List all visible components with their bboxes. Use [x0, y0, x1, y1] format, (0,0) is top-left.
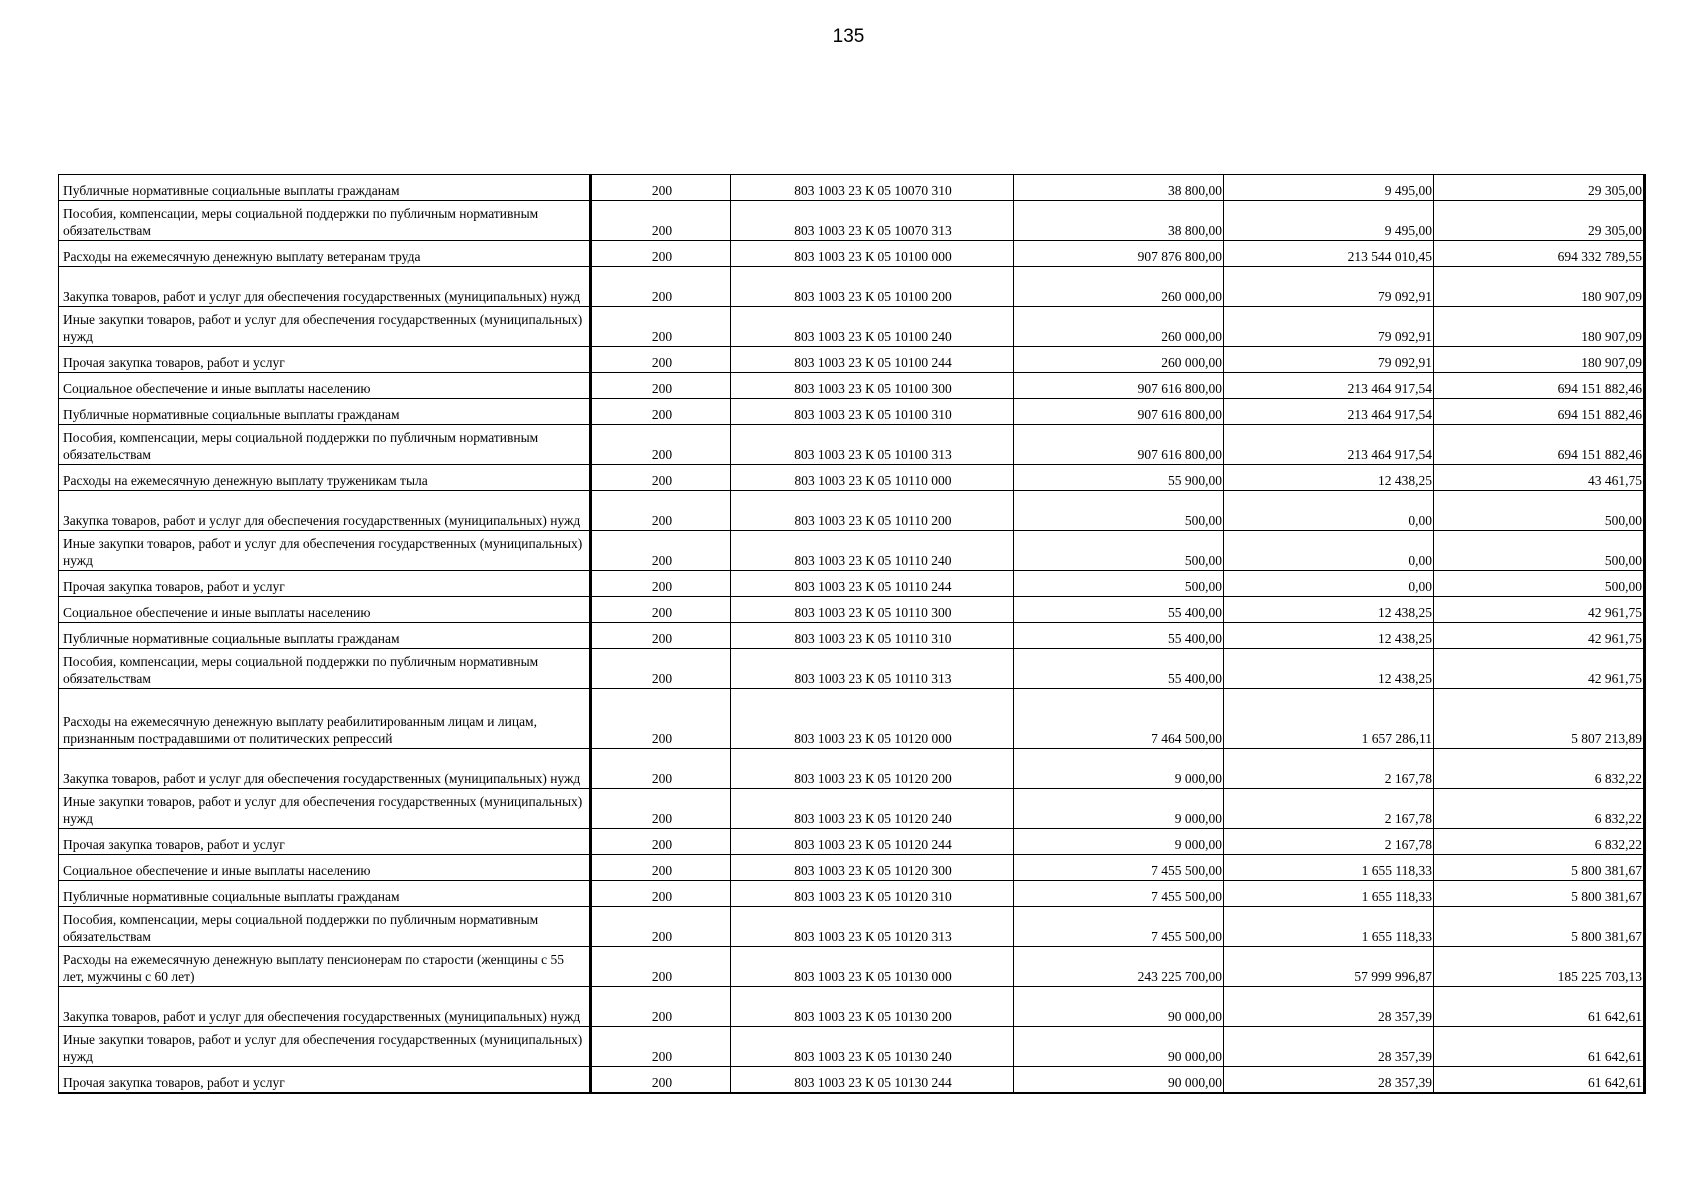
row-executed-amount: 79 092,91 [1224, 307, 1434, 347]
row-name: Закупка товаров, работ и услуг для обеспечения государственных (муниципальных) нужд [59, 491, 591, 531]
row-executed-amount: 12 438,25 [1224, 649, 1434, 689]
budget-execution-table [58, 174, 1646, 1094]
table-body [59, 175, 1645, 1094]
table-row [59, 907, 1645, 947]
table-row [59, 1067, 1645, 1094]
row-classification-code: 803 1003 23 К 05 10100 000 [731, 241, 1014, 267]
row-approved-amount: 7 455 500,00 [1014, 907, 1224, 947]
row-classification-code: 803 1003 23 К 05 10110 313 [731, 649, 1014, 689]
row-classification-code: 803 1003 23 К 05 10100 313 [731, 425, 1014, 465]
row-executed-amount: 28 357,39 [1224, 987, 1434, 1027]
row-classification-code: 803 1003 23 К 05 10100 240 [731, 307, 1014, 347]
row-approved-amount: 260 000,00 [1014, 267, 1224, 307]
row-classification-code: 803 1003 23 К 05 10110 240 [731, 531, 1014, 571]
row-unexecuted-amount: 6 832,22 [1434, 829, 1645, 855]
row-line-code: 200 [591, 373, 731, 399]
row-approved-amount: 500,00 [1014, 531, 1224, 571]
table-row [59, 491, 1645, 531]
row-name: Расходы на ежемесячную денежную выплату труженикам тыла [59, 465, 591, 491]
row-line-code: 200 [591, 1027, 731, 1067]
row-approved-amount: 90 000,00 [1014, 1067, 1224, 1094]
row-name: Социальное обеспечение и иные выплаты населению [59, 855, 591, 881]
row-executed-amount: 2 167,78 [1224, 829, 1434, 855]
row-executed-amount: 213 464 917,54 [1224, 425, 1434, 465]
row-unexecuted-amount: 5 800 381,67 [1434, 881, 1645, 907]
table-row [59, 571, 1645, 597]
row-unexecuted-amount: 180 907,09 [1434, 347, 1645, 373]
table-row [59, 1027, 1645, 1067]
row-approved-amount: 260 000,00 [1014, 307, 1224, 347]
row-name: Расходы на ежемесячную денежную выплату реабилитированным лицам и лицам, признанным пострадавшими от политических репрессий [59, 689, 591, 749]
table-row [59, 347, 1645, 373]
row-unexecuted-amount: 42 961,75 [1434, 623, 1645, 649]
row-unexecuted-amount: 694 151 882,46 [1434, 373, 1645, 399]
row-line-code: 200 [591, 789, 731, 829]
row-executed-amount: 213 464 917,54 [1224, 399, 1434, 425]
row-executed-amount: 2 167,78 [1224, 789, 1434, 829]
row-unexecuted-amount: 6 832,22 [1434, 789, 1645, 829]
row-name: Иные закупки товаров, работ и услуг для обеспечения государственных (муниципальных) нужд [59, 789, 591, 829]
row-executed-amount: 213 464 917,54 [1224, 373, 1434, 399]
table-row [59, 175, 1645, 201]
row-name: Публичные нормативные социальные выплаты гражданам [59, 399, 591, 425]
row-classification-code: 803 1003 23 К 05 10120 300 [731, 855, 1014, 881]
table-row [59, 947, 1645, 987]
table-row [59, 425, 1645, 465]
row-unexecuted-amount: 42 961,75 [1434, 597, 1645, 623]
row-executed-amount: 0,00 [1224, 571, 1434, 597]
row-approved-amount: 90 000,00 [1014, 987, 1224, 1027]
row-approved-amount: 90 000,00 [1014, 1027, 1224, 1067]
row-line-code: 200 [591, 855, 731, 881]
row-name: Расходы на ежемесячную денежную выплату ветеранам труда [59, 241, 591, 267]
page-number: 135 [832, 26, 865, 47]
row-approved-amount: 7 455 500,00 [1014, 855, 1224, 881]
row-executed-amount: 12 438,25 [1224, 465, 1434, 491]
row-approved-amount: 907 616 800,00 [1014, 373, 1224, 399]
row-classification-code: 803 1003 23 К 05 10070 310 [731, 175, 1014, 201]
table-row [59, 623, 1645, 649]
row-name: Пособия, компенсации, меры социальной поддержки по публичным нормативным обязательствам [59, 425, 591, 465]
row-approved-amount: 55 400,00 [1014, 597, 1224, 623]
row-approved-amount: 907 876 800,00 [1014, 241, 1224, 267]
table-row [59, 689, 1645, 749]
row-line-code: 200 [591, 399, 731, 425]
row-executed-amount: 12 438,25 [1224, 623, 1434, 649]
row-executed-amount: 1 655 118,33 [1224, 907, 1434, 947]
row-name: Иные закупки товаров, работ и услуг для обеспечения государственных (муниципальных) нужд [59, 1027, 591, 1067]
row-line-code: 200 [591, 947, 731, 987]
row-name: Закупка товаров, работ и услуг для обеспечения государственных (муниципальных) нужд [59, 749, 591, 789]
row-line-code: 200 [591, 829, 731, 855]
row-unexecuted-amount: 29 305,00 [1434, 175, 1645, 201]
row-line-code: 200 [591, 987, 731, 1027]
row-line-code: 200 [591, 1067, 731, 1094]
row-classification-code: 803 1003 23 К 05 10110 310 [731, 623, 1014, 649]
row-name: Расходы на ежемесячную денежную выплату пенсионерам по старости (женщины с 55 лет, мужчины с 60 лет) [59, 947, 591, 987]
row-line-code: 200 [591, 749, 731, 789]
row-name: Закупка товаров, работ и услуг для обеспечения государственных (муниципальных) нужд [59, 987, 591, 1027]
row-unexecuted-amount: 61 642,61 [1434, 1067, 1645, 1094]
row-name: Пособия, компенсации, меры социальной поддержки по публичным нормативным обязательствам [59, 649, 591, 689]
row-line-code: 200 [591, 201, 731, 241]
row-approved-amount: 55 400,00 [1014, 649, 1224, 689]
row-unexecuted-amount: 694 151 882,46 [1434, 425, 1645, 465]
table-row [59, 465, 1645, 491]
row-name: Социальное обеспечение и иные выплаты населению [59, 373, 591, 399]
table-row [59, 749, 1645, 789]
row-unexecuted-amount: 61 642,61 [1434, 1027, 1645, 1067]
row-executed-amount: 28 357,39 [1224, 1027, 1434, 1067]
table-row [59, 399, 1645, 425]
row-name: Иные закупки товаров, работ и услуг для обеспечения государственных (муниципальных) нужд [59, 531, 591, 571]
row-unexecuted-amount: 500,00 [1434, 571, 1645, 597]
row-classification-code: 803 1003 23 К 05 10100 244 [731, 347, 1014, 373]
row-unexecuted-amount: 42 961,75 [1434, 649, 1645, 689]
row-line-code: 200 [591, 347, 731, 373]
row-approved-amount: 7 464 500,00 [1014, 689, 1224, 749]
row-unexecuted-amount: 61 642,61 [1434, 987, 1645, 1027]
row-unexecuted-amount: 180 907,09 [1434, 307, 1645, 347]
row-line-code: 200 [591, 907, 731, 947]
row-executed-amount: 0,00 [1224, 491, 1434, 531]
row-line-code: 200 [591, 175, 731, 201]
row-unexecuted-amount: 694 151 882,46 [1434, 399, 1645, 425]
row-line-code: 200 [591, 267, 731, 307]
row-approved-amount: 38 800,00 [1014, 175, 1224, 201]
row-classification-code: 803 1003 23 К 05 10100 200 [731, 267, 1014, 307]
row-executed-amount: 28 357,39 [1224, 1067, 1434, 1094]
row-line-code: 200 [591, 491, 731, 531]
row-name: Прочая закупка товаров, работ и услуг [59, 829, 591, 855]
row-classification-code: 803 1003 23 К 05 10100 310 [731, 399, 1014, 425]
row-approved-amount: 907 616 800,00 [1014, 425, 1224, 465]
row-executed-amount: 1 657 286,11 [1224, 689, 1434, 749]
row-executed-amount: 9 495,00 [1224, 201, 1434, 241]
row-name: Публичные нормативные социальные выплаты гражданам [59, 175, 591, 201]
row-unexecuted-amount: 5 800 381,67 [1434, 907, 1645, 947]
row-executed-amount: 12 438,25 [1224, 597, 1434, 623]
row-line-code: 200 [591, 307, 731, 347]
table-row [59, 307, 1645, 347]
row-classification-code: 803 1003 23 К 05 10110 200 [731, 491, 1014, 531]
table-row [59, 829, 1645, 855]
row-name: Прочая закупка товаров, работ и услуг [59, 571, 591, 597]
row-classification-code: 803 1003 23 К 05 10070 313 [731, 201, 1014, 241]
table-row [59, 649, 1645, 689]
row-approved-amount: 7 455 500,00 [1014, 881, 1224, 907]
row-line-code: 200 [591, 623, 731, 649]
row-name: Публичные нормативные социальные выплаты гражданам [59, 881, 591, 907]
table-row [59, 373, 1645, 399]
row-classification-code: 803 1003 23 К 05 10130 240 [731, 1027, 1014, 1067]
row-name: Иные закупки товаров, работ и услуг для обеспечения государственных (муниципальных) нужд [59, 307, 591, 347]
row-unexecuted-amount: 5 800 381,67 [1434, 855, 1645, 881]
row-line-code: 200 [591, 649, 731, 689]
row-name: Прочая закупка товаров, работ и услуг [59, 1067, 591, 1094]
table-row [59, 241, 1645, 267]
row-name: Публичные нормативные социальные выплаты гражданам [59, 623, 591, 649]
row-name: Прочая закупка товаров, работ и услуг [59, 347, 591, 373]
row-executed-amount: 57 999 996,87 [1224, 947, 1434, 987]
row-unexecuted-amount: 6 832,22 [1434, 749, 1645, 789]
row-line-code: 200 [591, 425, 731, 465]
row-executed-amount: 0,00 [1224, 531, 1434, 571]
row-approved-amount: 38 800,00 [1014, 201, 1224, 241]
row-classification-code: 803 1003 23 К 05 10120 313 [731, 907, 1014, 947]
row-classification-code: 803 1003 23 К 05 10110 244 [731, 571, 1014, 597]
row-executed-amount: 2 167,78 [1224, 749, 1434, 789]
table-row [59, 855, 1645, 881]
row-executed-amount: 213 544 010,45 [1224, 241, 1434, 267]
row-unexecuted-amount: 5 807 213,89 [1434, 689, 1645, 749]
row-classification-code: 803 1003 23 К 05 10120 000 [731, 689, 1014, 749]
row-line-code: 200 [591, 465, 731, 491]
row-classification-code: 803 1003 23 К 05 10110 000 [731, 465, 1014, 491]
table-row [59, 531, 1645, 571]
row-approved-amount: 907 616 800,00 [1014, 399, 1224, 425]
row-approved-amount: 9 000,00 [1014, 789, 1224, 829]
row-approved-amount: 9 000,00 [1014, 829, 1224, 855]
row-classification-code: 803 1003 23 К 05 10120 240 [731, 789, 1014, 829]
row-line-code: 200 [591, 689, 731, 749]
row-unexecuted-amount: 185 225 703,13 [1434, 947, 1645, 987]
row-unexecuted-amount: 43 461,75 [1434, 465, 1645, 491]
table-row [59, 201, 1645, 241]
row-classification-code: 803 1003 23 К 05 10130 200 [731, 987, 1014, 1027]
row-approved-amount: 243 225 700,00 [1014, 947, 1224, 987]
row-unexecuted-amount: 29 305,00 [1434, 201, 1645, 241]
row-executed-amount: 1 655 118,33 [1224, 881, 1434, 907]
row-name: Пособия, компенсации, меры социальной поддержки по публичным нормативным обязательствам [59, 907, 591, 947]
row-executed-amount: 9 495,00 [1224, 175, 1434, 201]
row-approved-amount: 55 900,00 [1014, 465, 1224, 491]
row-approved-amount: 9 000,00 [1014, 749, 1224, 789]
table-row [59, 987, 1645, 1027]
row-unexecuted-amount: 694 332 789,55 [1434, 241, 1645, 267]
row-name: Социальное обеспечение и иные выплаты населению [59, 597, 591, 623]
table-row [59, 881, 1645, 907]
table-row [59, 789, 1645, 829]
table-row [59, 597, 1645, 623]
table-row [59, 267, 1645, 307]
row-approved-amount: 500,00 [1014, 491, 1224, 531]
row-line-code: 200 [591, 881, 731, 907]
row-unexecuted-amount: 180 907,09 [1434, 267, 1645, 307]
row-executed-amount: 79 092,91 [1224, 267, 1434, 307]
row-name: Закупка товаров, работ и услуг для обеспечения государственных (муниципальных) нужд [59, 267, 591, 307]
row-line-code: 200 [591, 597, 731, 623]
row-line-code: 200 [591, 531, 731, 571]
row-unexecuted-amount: 500,00 [1434, 531, 1645, 571]
row-name: Пособия, компенсации, меры социальной поддержки по публичным нормативным обязательствам [59, 201, 591, 241]
row-classification-code: 803 1003 23 К 05 10100 300 [731, 373, 1014, 399]
row-classification-code: 803 1003 23 К 05 10130 000 [731, 947, 1014, 987]
row-classification-code: 803 1003 23 К 05 10130 244 [731, 1067, 1014, 1094]
row-classification-code: 803 1003 23 К 05 10120 200 [731, 749, 1014, 789]
row-approved-amount: 55 400,00 [1014, 623, 1224, 649]
row-executed-amount: 1 655 118,33 [1224, 855, 1434, 881]
row-executed-amount: 79 092,91 [1224, 347, 1434, 373]
row-line-code: 200 [591, 241, 731, 267]
row-unexecuted-amount: 500,00 [1434, 491, 1645, 531]
row-classification-code: 803 1003 23 К 05 10110 300 [731, 597, 1014, 623]
row-approved-amount: 500,00 [1014, 571, 1224, 597]
row-line-code: 200 [591, 571, 731, 597]
row-approved-amount: 260 000,00 [1014, 347, 1224, 373]
row-classification-code: 803 1003 23 К 05 10120 310 [731, 881, 1014, 907]
row-classification-code: 803 1003 23 К 05 10120 244 [731, 829, 1014, 855]
